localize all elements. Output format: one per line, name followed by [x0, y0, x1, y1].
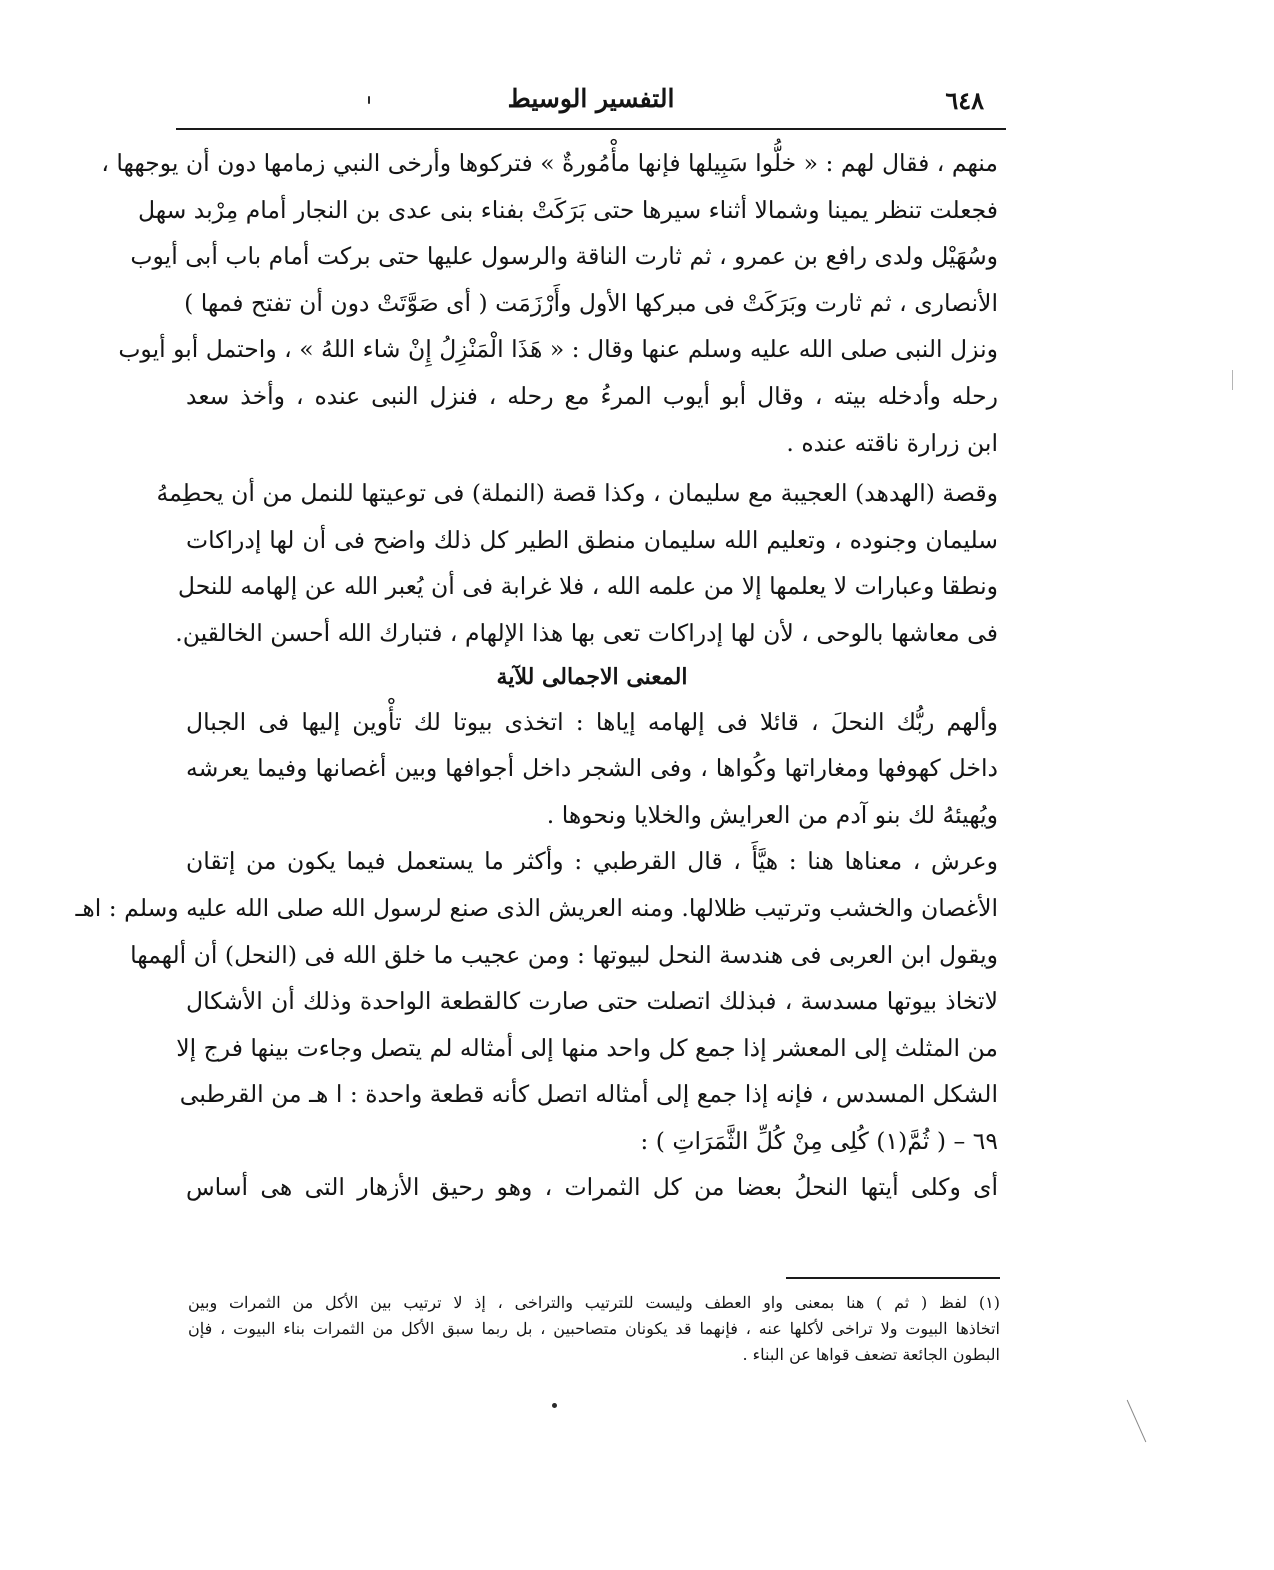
text-line: رحله وأدخله بيته ، وقال أبو أيوب المرءُ مع رحله ، فنزل النبى عنده ، وأخذ سعد	[186, 381, 998, 410]
text-line: وقصة (الهدهد) العجيبة مع سليمان ، وكذا قصة (النملة) فى توعيتها للنمل من أن يحطِمهُ	[156, 479, 998, 508]
text-line: فى معاشها بالوحى ، لأن لها إدراكات تعى بها هذا الإلهام ، فتبارك الله أحسن الخالقين.	[175, 618, 998, 647]
verse-heading: ٦٩ – ( ثُمَّ(١) كُلِى مِنْ كُلِّ الثَّمَرَاتِ ) :	[640, 1126, 998, 1155]
scan-scratch	[1232, 370, 1233, 390]
text-line: منهم ، فقال لهم : « خلُّوا سَبِيلها فإنها مأْمُورةٌ » فتركوها وأرخى النبي زمامها دون أن يوجهها ،	[101, 149, 998, 177]
scan-speck	[552, 1403, 557, 1408]
text-line: من المثلث إلى المعشر إذا جمع كل واحد منها إلى أمثاله لم يتصل وجاءت بينها فرج إلا	[176, 1033, 998, 1062]
text-line: ونطقا وعبارات لا يعلمها إلا من علمه الله ، فلا غرابة فى أن يُعبر الله عن إلهامه للنحل	[177, 572, 998, 601]
text-line: الأنصارى ، ثم ثارت وبَرَكَتْ فى مبركها الأول وأَرْزَمَت ( أى صَوَّتَتْ دون أن تفتح فمها )	[184, 288, 998, 317]
text-line: الأغصان والخشب وترتيب ظلالها. ومنه العريش الذى صنع لرسول الله صلى الله عليه وسلم : اهـ	[75, 893, 998, 922]
text-line: لاتخاذ بيوتها مسدسة ، فبذلك اتصلت حتى صارت كالقطعة الواحدة وذلك أن الأشكال	[186, 987, 998, 1016]
text-line: الشكل المسدس ، فإنه إذا جمع إلى أمثاله اتصل كأنه قطعة واحدة : ا هـ من القرطبى	[179, 1080, 998, 1109]
text-line: ويقول ابن العربى فى هندسة النحل لبيوتها : ومن عجيب ما خلق الله فى (النحل) أن ألهمها	[130, 940, 998, 969]
footnotes	[188, 1290, 1000, 1368]
footnote-line: اتخاذها البيوت ولا تراخى لأكلها عنه ، فإنهما قد يكونان متصاحبين ، بل ربما سبق الأكل من الثمرات بناء البيوت ، فإن	[188, 1319, 1000, 1338]
scan-speck	[368, 96, 370, 104]
section-heading: المعنى الاجمالى للآية	[496, 663, 688, 690]
running-title: التفسير الوسيط	[507, 84, 675, 113]
text-line: ابن زرارة ناقته عنده .	[786, 428, 998, 457]
text-line: فجعلت تنظر يمينا وشمالا أثناء سيرها حتى بَرَكَتْ بفناء بنى عدى بن النجار أمام مِرْبد سهل	[138, 195, 998, 224]
footnote-divider	[786, 1277, 1000, 1279]
text-line: سليمان وجنوده ، وتعليم الله سليمان منطق الطير كل ذلك واضح فى أن لها إدراكات	[186, 525, 998, 554]
scan-scratch	[1127, 1400, 1147, 1442]
text-line: ونزل النبى صلى الله عليه وسلم عنها وقال : « هَذَا الْمَنْزِلُ إِنْ شاء اللهُ » ، واحتمل أبو أيوب	[118, 335, 998, 364]
text-line: ويُهيئهُ لك بنو آدم من العرايش والخلايا ونحوها .	[546, 800, 998, 829]
footnote-line: (١) لفظ ( ثم ) هنا بمعنى واو العطف وليست للترتيب والتراخى ، إذ لا ترتيب بين الأكل من الثمرات وبين	[188, 1293, 1001, 1312]
text-line: وألهم ربُّك النحلَ ، قائلا فى إلهامه إياها : اتخذى بيوتا لك تأْوين إليها فى الجبال	[186, 707, 998, 736]
text-line: أى وكلى أيتها النحلُ بعضا من كل الثمرات ، وهو رحيق الأزهار التى هى أساس	[186, 1173, 998, 1202]
text-line: وسُهَيْل ولدى رافع بن عمرو ، ثم ثارت الناقة والرسول عليها حتى بركت أمام باب أبى أيوب	[130, 242, 998, 271]
text-line: وعرش ، معناها هنا : هيَّأَ ، قال القرطبي : وأكثر ما يستعمل فيما يكون من إتقان	[186, 847, 998, 876]
text-line: داخل كهوفها ومغاراتها وكُواها ، وفى الشجر داخل أجوافها وبين أغصانها وفيما يعرشه	[186, 754, 998, 783]
footnote-line: البطون الجائعة تضعف قواها عن البناء .	[742, 1345, 1000, 1364]
page-header	[176, 78, 1006, 130]
page-number: ٦٤٨	[945, 86, 984, 115]
body-text	[75, 140, 998, 1211]
